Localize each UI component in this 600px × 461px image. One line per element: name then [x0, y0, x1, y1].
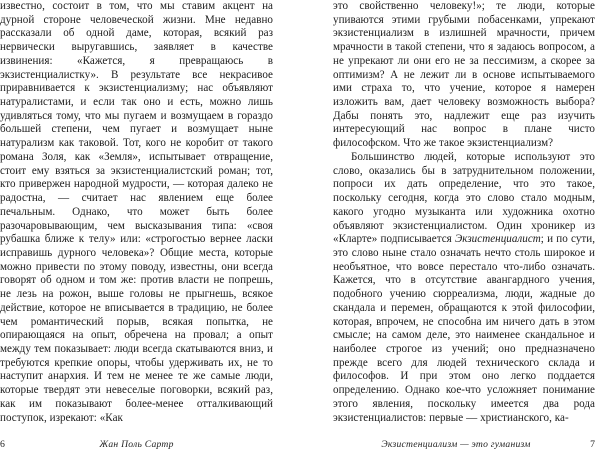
page-number: 6 — [0, 439, 5, 450]
italic-term: Экзистенциалист — [454, 233, 541, 246]
paragraph: это свойственно человеку!»; те люди, которые упиваются этими грубыми побасенками, упрекают экзистенциализм в излишней мрачности, причем мрачности в такой степени, что я задаюсь вопросом, а не упрекают ли они его не за пессимизм, а скорее за оптимизм? А не лежит ли в основе испытываемого ими страха то, что учение, которое я намерен изложить вам, дает человеку возможность выбора? Дабы понять это, надлежит еще раз изучить интересующий нас вопрос в плане чисто философском. Что же такое экзистенциализм? — [333, 0, 595, 150]
page-right-footer — [333, 437, 595, 453]
page-left-textblock — [0, 0, 273, 425]
paragraph-text-before-italic: Большинство людей, которые используют это слово, оказались бы в затруднительном положении, попроси их дать определение, что это такое, поскольку сегодня, когда это слово стало модным, какого угодно музыканта или художника охотно объявляют экзистенциалистом. Один хроникер из «Кларте» подписывается — [333, 150, 595, 246]
page-left-footer — [0, 437, 273, 453]
running-head: Экзистенциализм — это гуманизм — [381, 439, 531, 450]
paragraph — [333, 151, 595, 425]
running-head: Жан Поль Сартр — [99, 439, 174, 450]
page-number: 7 — [590, 439, 595, 450]
paragraph: известно, состоит в том, что мы ставим акцент на дурной стороне человеческой жизни. Мне недавно рассказали об одной даме, которая, всякий раз нервически выругавшись, заявляет в качестве извинения: «Кажется, я превращаюсь в экзистенциалистку». В результате все некрасивое приравнивается к экзистенциализму; нас объявляют натуралистами, и если так оно и есть, можно лишь удивляться тому, что мы пугаем и возмущаем в гораздо большей степени, чем пугает и возмущает ныне натурализм как таковой. Тот, кого не коробит от такого романа Золя, как «Земля», испытывает отвращение, стоит ему взяться за экзистенциалистский роман; тот, кто привержен народной мудрости, — которая далеко не радостна, — считает нас явлением еще более печальным. Однако, что может быть более разочаровывающим, чем высказывания типа: «своя рубашка ближе к телу» или: «строгостью вернее ласки исправишь дурного человека»? Общие места, которые можно привести по этому поводу, известны, они всегда говорят об одном и том же: против власти не попрешь, не лезь на рожон, выше головы не прыгнешь, всякое действие, которое не вписывается в традицию, не более чем романтический порыв, всякая попытка, не опирающаяся на опыт, обречена на провал; а опыт между тем показывает: люди всегда скатываются вниз, и требуются крепкие опоры, чтобы удерживать их, не то наступит анархия. И тем не менее те же самые люди, которые твердят эти невеселые поговорки, всякий раз, как им показывают более-менее отталкивающий поступок, изрекают: «Как — [0, 0, 273, 424]
page-right — [300, 0, 600, 461]
paragraph-text-after-italic: ; и по сути, это слово ныне стало означать нечто столь широкое и необъятное, что вовсе перестало что-либо означать. Кажется, что в отсутствие авангардного учения, подобного учению сюрреализма, люди, жадные до скандала и перемен, обращаются к этой философии, которая, впрочем, не способна им ничего дать в этом смысле; на самом деле, это наименее скандальное и наиболее строгое из учений; оно предназначено прежде всего для людей технического склада и философов. И при этом оно легко поддается определению. Однако кое-что усложняет понимание этого явления, поскольку имеется два рода экзистенциалистов: первые — христианского, ка- — [333, 233, 595, 424]
page-right-textblock — [333, 0, 595, 425]
